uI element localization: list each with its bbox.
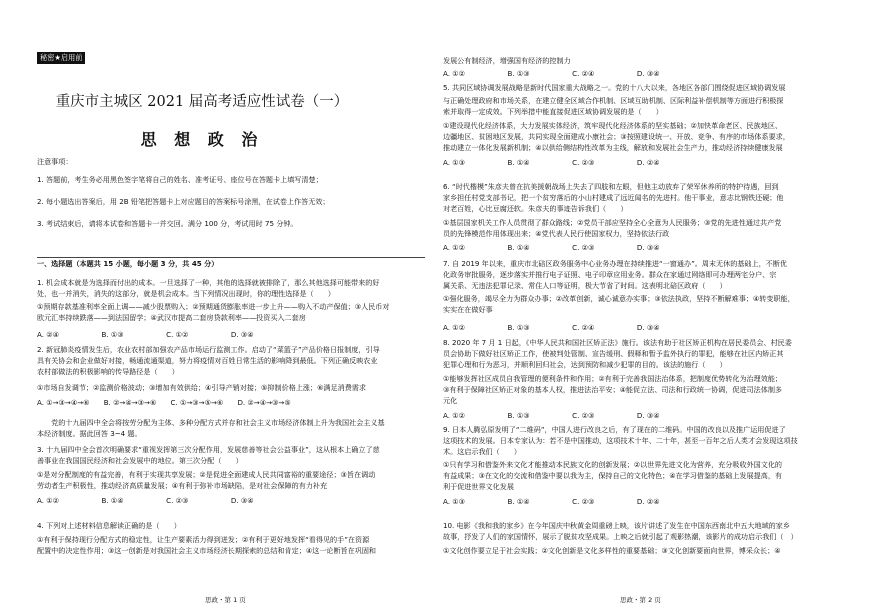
right-text-line: 实实在在做好事 [443, 305, 493, 314]
left-text-line: 本经济制度。据此回答 3~4 题。 [37, 429, 142, 438]
right-column [443, 0, 838, 614]
right-text-line: ①建设现代化经济体系，大力发展实体经济，筑牢现代化经济体系的坚实基础；②加快革命老区、民族地区、 [443, 121, 783, 130]
right-text-line: A. ①② B. ①④ C. ②③ D. ③④ [443, 243, 660, 252]
page-number-right: 思政・第 2 页 [620, 596, 661, 604]
right-text-line: A. ①③ B. ①④ C. ②③ D. ②④ [443, 158, 660, 167]
section-divider [37, 257, 425, 258]
left-text-line: 劳动者生产积极性，推动经济高质量发展；④有利于弥补市场缺陷，是对社会保障的有力补充 [37, 481, 328, 490]
right-text-line: 有益成果；③在文化的交流和借鉴中要以我为主，保持自己的文化特色；④在学习借鉴的基础上发展提高，有 [443, 471, 783, 480]
left-text-line: 1. 答题前，考生务必用黑色签字笔将自己的姓名、准考证号、座位号在答题卡上填写清楚； [37, 175, 323, 184]
right-text-line: 这项技术的发展。日本专家认为：若不是中国推动，这项技术十年、二十年，甚至一百年之后人类才会发现这项技 [443, 436, 798, 445]
right-text-line: 7. 自 2019 年以来，重庆市北碚区政务服务中心业务办理在持续推进“一窗通办”。周末无休的基础上，不断优 [443, 259, 787, 268]
left-text-line: 农村部做法的积极影响的传导路径是（ ） [37, 367, 179, 376]
left-text-line: 3. 十九届四中全会首次明确要求“重视发挥第三次分配作用，发展慈善等社会公益事业”，这从根本上确立了慈 [37, 445, 380, 454]
left-text-line: ①有利于保持现行分配方式的稳定性，让生产要素活力得到迸发；②有利于更好地发挥“看得见的手”在资源 [37, 535, 370, 544]
right-text-line: 家乡担任村党支部书记，把一个贫穷落后的小山村建成了远近闻名的先进村。他干事业，意志比钢铁还硬；他 [443, 193, 784, 202]
right-text-line: 犯罪心理和行为恶习，并顺利回归社会，达到预防和减少犯罪的目的。该法的施行（ ） [443, 360, 727, 369]
right-text-line: 6. “时代楷模”朱彦夫曾在抗美援朝战场上失去了四肢和左眼，但他主动放弃了荣军休养所的特护待遇，回到 [443, 182, 779, 191]
right-text-line: 8. 2020 年 7 月 1 日起，《中华人民共和国社区矫正法》施行。该法有助于社区矫正机构在居民委员会、村民委 [443, 338, 792, 347]
right-text-line: 化政务审批服务，逐步落实并推行电子证照、电子印章应用业务。群众在家通过网络即可办理两宅分户、宗 [443, 270, 777, 279]
right-text-line: 9. 日本人腾弘原发明了“二维码”，中国人进行改良之后，有了现在的二维码。中国的改良以及推广运用促进了 [443, 425, 786, 434]
left-text-line: A. ①② B. ①④ C. ②③ D. ③④ [37, 496, 254, 505]
right-text-line: A. ①③ B. ①④ C. ②③ D. ②④ [443, 497, 660, 506]
left-text-line: ①是对分配制度的有益完善，有利于实现共享发展；②是促进全面建成人民共同富裕的重要途径；③旨在调动 [37, 470, 376, 479]
left-text-line: 善事业在我国国民经济和社会发展中的地位。第三次分配（ ） [37, 456, 243, 465]
right-text-line: 员会协助下做好社区矫正工作，使被判处管制、宣告缓刑、假释和暂予监外执行的罪犯，能够在社区内矫正其 [443, 349, 784, 358]
right-text-line: 故事，抒发了人们的家国情怀，展示了脱贫攻坚成果。上映之后就引起了观影热潮，该影片的成功启示我们（ ） [443, 532, 798, 541]
left-text-line: ①预期存款基准利率全面上调——减少股票购入；②预期通货膨胀率进一步上升——购入不动产保值；③人民币对 [37, 302, 390, 311]
confidential-badge: 秘密★启用前 [37, 52, 85, 64]
right-text-line: 边疆地区、贫困地区发展，共同实现全面建成小康社会；③按照建设统一、开放、竞争、有序的市场体系要求， [443, 132, 790, 141]
left-text-line: 处，也一并消失，消失的这部分，就是机会成本。当下列情况出现时，你的理性选择是（ ） [37, 289, 335, 298]
right-text-line: 对老百姓，心比豆腐还软。朱彦夫的事迹告诉我们（ ） [443, 204, 628, 213]
right-text-line: ①只有学习和借鉴外来文化才能推动本民族文化的创新发展；②以世界先进文化为营养，充分吸收外国文化的 [443, 460, 783, 469]
subject-title: 思 想 政 治 [140, 130, 264, 149]
left-text-line: 党的十九届四中全会将按劳分配为主体、多种分配方式并存和社会主义市场经济体制上升为我国社会主义基 [37, 418, 385, 427]
right-text-line: ①强化服务，竭尽全力为群众办事；②改革创新，诚心诚意办实事；③依法执政，坚持不断解难事；④转变职能， [443, 294, 795, 303]
right-text-line: 推动建立一体化发展新机制；④以供给侧结构性改革为主线，解放和发展社会生产力，推动经济持续健康发展 [443, 143, 783, 152]
exam-title: 重庆市主城区 2021 届高考适应性试卷（一） [55, 94, 349, 110]
page-number-left: 思政・第 1 页 [205, 596, 246, 604]
right-text-line: A. ①② B. ①③ C. ②④ D. ③④ [443, 69, 660, 78]
left-text-line: A. ②④ B. ①③ C. ①② D. ③④ [37, 330, 254, 339]
left-text-line: 具有关协会和企业做好对接，畅通流通渠道，努力将疫情对百姓日常生活的影响降到最低。下列正确反映农业 [37, 356, 378, 365]
right-text-line: A. ①② B. ①③ C. ②④ D. ③④ [443, 323, 660, 332]
right-text-line: 发展公有制经济，增强国有经济的控制力 [443, 56, 571, 65]
left-text-line: 3. 考试结束后，请将本试卷和答题卡一并交回。满分 100 分，考试用时 75 分钟。 [37, 219, 298, 228]
right-text-line: ①基层国家机关工作人员贯彻了群众路线；②党员干部应坚持全心全意为人民服务；③党的先进性通过共产党 [443, 218, 782, 227]
right-text-line: ③有利于保障社区矫正对象的基本人权，推进法治平安；④能促立法、司法和行政统一协调，促进司法体制多 [443, 385, 783, 394]
right-text-line: 10. 电影《我和我的家乡》在今年国庆中秋黄金周重磅上映，该片讲述了发生在中国东西南北中五大地域的家乡 [443, 521, 790, 530]
left-text-line: ①市场自发调节；②监测价格波动；③增加有效供给；④引导产销对接；⑤抑制价格上涨；⑥满足消费需求 [37, 383, 366, 392]
left-text-line: 2. 新冠肺炎疫情发生后，农业农村部加强农产品市场运行监测工作。启动了“菜篮子”产品价格日报制度，引导 [37, 345, 380, 354]
left-text-line: 欧元汇率持续跌落——到法国留学；④武汉市提高二套房贷款利率——投资买入二套房 [37, 313, 306, 322]
right-text-line: 术。这启示我们（ ） [443, 447, 522, 456]
left-text-line: 注意事项： [37, 157, 73, 166]
right-text-line: 员的先锋模范作用体现出来；④党代表人民行使国家权力，坚持依法行政 [443, 229, 670, 238]
right-text-line: ①能够发挥社区成员自我管理的便利条件和作用；②有利于完善我国法治体系，把制度优势转化为治理效能； [443, 374, 783, 383]
right-text-line: 利于促进世界文化发展 [443, 482, 514, 491]
left-text-line: 一、选择题（本题共 15 小题，每小题 3 分，共 45 分） [37, 259, 219, 268]
right-text-line: 元化 [443, 396, 458, 405]
left-text-line: 配置中的决定性作用；③这一创新是对我国社会主义市场经济长期探索的总结和肯定；④这一论断旨在巩固和 [37, 546, 377, 555]
right-text-line: 与正确处理政府和市场关系，在建立健全区域合作机制、区域互助机制、区际利益补偿机制等方面进行积极探 [443, 96, 784, 105]
right-text-line: 索并取得一定成效。下列举措中能直接促进区域协调发展的是（ ） [443, 107, 663, 116]
right-text-line: 属关系、无违法犯罪记录、常住人口等证明，极大节省了时间。这表明北碚区政府（ ） [443, 281, 727, 290]
right-text-line: A. ①② B. ①③ C. ②③ D. ③④ [443, 411, 660, 420]
right-text-line: 5. 共同区域协调发展战略是新时代国家重大战略之一。党的十八大以来，各地区各部门围绕促进区域协调发展 [443, 83, 786, 92]
left-column [37, 0, 425, 614]
left-text-line: 2. 每小题选出答案后，用 2B 铅笔把答题卡上对应题目的答案标号涂黑，在试卷上作答无效； [37, 197, 330, 206]
left-text-line: 1. 机会成本就是为选择而付出的成本。一旦选择了一种，其他的选择就被排除了，那么其他选择可能带来的好 [37, 278, 380, 287]
left-text-line: A. ①→③→④→⑥ B. ②→④→③→⑥ C. ①→③→⑤→⑥ D. ②→④→③→⑤ [37, 398, 291, 407]
left-text-line: 4. 下列对上述材料信息解读正确的是（ ） [37, 521, 181, 530]
right-text-line: ①文化创作要立足于社会实践；②文化创新是文化多样性的重要基础；③文化创新要面向世界，博采众长；④ [443, 546, 781, 555]
